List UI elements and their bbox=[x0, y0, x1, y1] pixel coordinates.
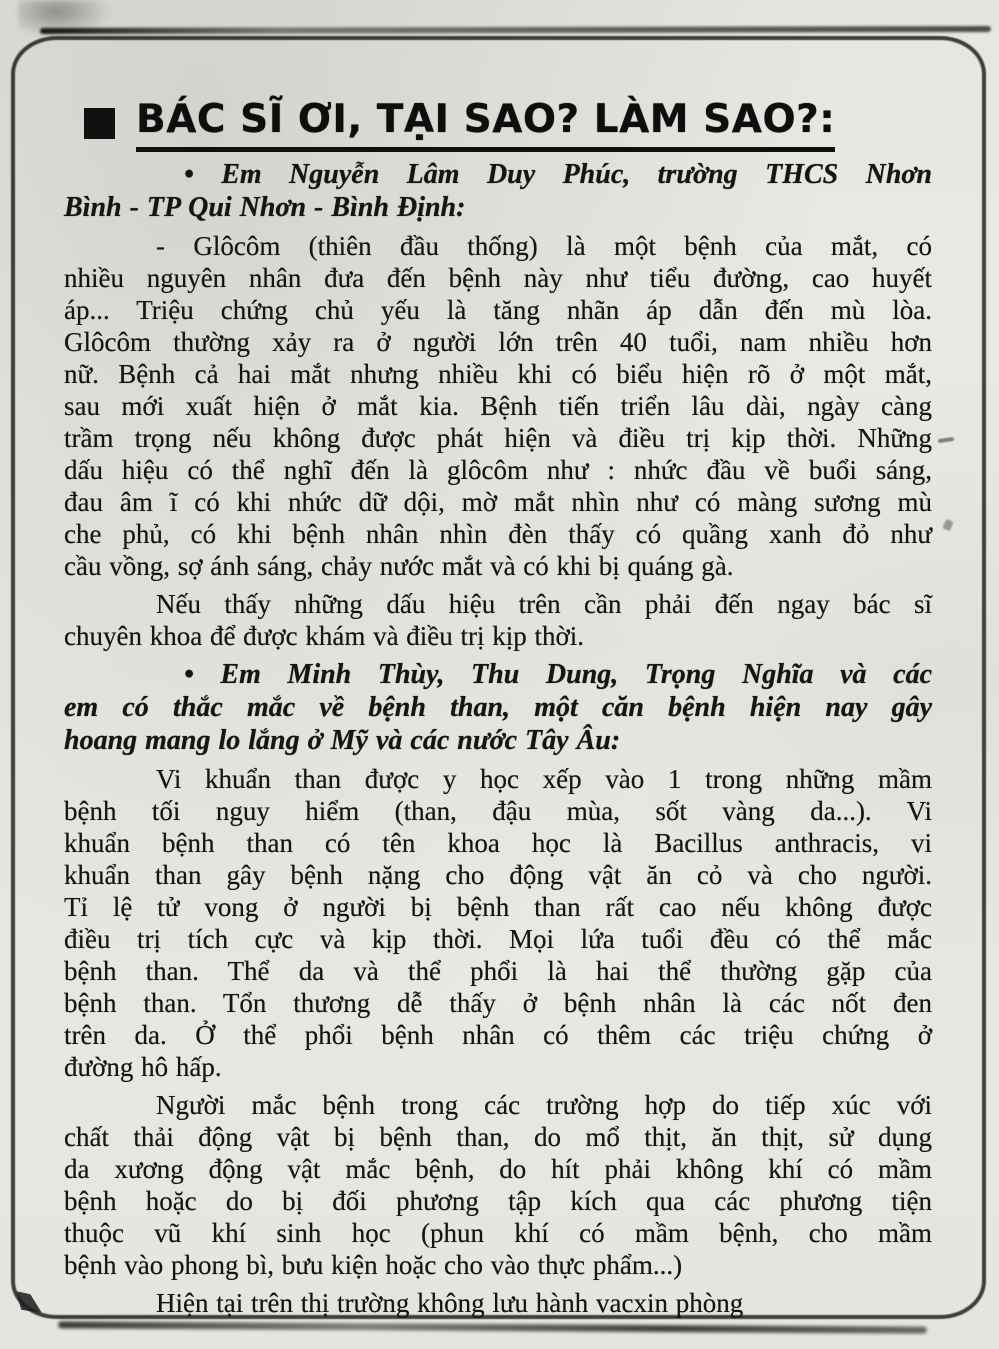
answer-paragraph bbox=[64, 230, 932, 582]
text-line: Bình - TP Qui Nhơn - Bình Định: bbox=[64, 192, 466, 223]
text-line: Tỉ lệ tử vong ở người bị bệnh than rất cao nếu không được bbox=[64, 892, 932, 922]
text-line: hoang mang lo lắng ở Mỹ và các nước Tây Âu: bbox=[64, 725, 621, 756]
answer-paragraph bbox=[64, 763, 932, 1083]
answer-paragraph bbox=[64, 1089, 932, 1281]
text-line: chuyên khoa để được khám và điều trị kịp thời. bbox=[64, 621, 585, 651]
text-line: khuẩn bệnh than có tên khoa học là Bacillus anthracis, vi bbox=[64, 828, 932, 858]
text-line: • Em Minh Thùy, Thu Dung, Trọng Nghĩa và các bbox=[184, 659, 932, 690]
text-line: đau âm ĩ có khi nhức dữ dội, mờ mắt nhìn như có màng sương mù bbox=[64, 487, 932, 517]
text-line: • Em Nguyễn Lâm Duy Phúc, trường THCS Nhơn bbox=[184, 159, 932, 190]
text-line: Nếu thấy những dấu hiệu trên cần phải đến ngay bác sĩ bbox=[156, 589, 932, 619]
text-line: thuộc vũ khí sinh học (phun khí có mầm bệnh, cho mầm bbox=[64, 1218, 932, 1248]
text-line: Glôcôm thường xảy ra ở người lớn trên 40 tuổi, nam nhiều hơn bbox=[64, 327, 932, 357]
text-line: bệnh tối nguy hiểm (than, đậu mùa, sốt vàng da...). Vi bbox=[64, 796, 932, 826]
text-line: bệnh hoặc do bị đối phương tập kích qua các phương tiện bbox=[64, 1186, 932, 1216]
text-line: da xương động vật mắc bệnh, do hít phải không khí có mầm bbox=[64, 1154, 932, 1184]
scan-smudge-bottom-left bbox=[16, 1291, 42, 1313]
text-line: dấu hiệu có thể nghĩ đến là glôcôm như : nhức đầu về buổi sáng, bbox=[64, 455, 932, 485]
heading-underline bbox=[136, 97, 835, 152]
text-line: chất thải động vật bị bệnh than, do mổ thịt, ăn thịt, sử dụng bbox=[64, 1122, 932, 1152]
scan-streak-bottom bbox=[58, 1321, 927, 1333]
text-body bbox=[64, 158, 932, 1319]
text-line: khuẩn than gây bệnh nặng cho động vật ăn cỏ và cho người. bbox=[64, 860, 932, 890]
text-line: trên da. Ở thể phổi bệnh nhân có thêm các triệu chứng ở bbox=[64, 1020, 932, 1050]
page-title: BÁC SĨ ƠI, TẠI SAO? LÀM SAO?: bbox=[136, 97, 836, 142]
column-heading bbox=[84, 97, 936, 152]
reader-question bbox=[64, 158, 932, 224]
text-line: trầm trọng nếu không được phát hiện và điều trị kịp thời. Những bbox=[64, 423, 932, 453]
text-line: đường hô hấp. bbox=[64, 1052, 222, 1082]
scan-speck bbox=[938, 437, 954, 443]
text-line: nữ. Bệnh cả hai mắt nhưng nhiều khi có biểu hiện rõ ở một mắt, bbox=[64, 359, 932, 389]
answer-paragraph bbox=[64, 1287, 932, 1319]
text-line: che phủ, có khi bệnh nhân nhìn đèn thấy có quầng xanh đỏ như bbox=[64, 519, 932, 549]
text-line: cầu vồng, sợ ánh sáng, chảy nước mắt và có khi bị quáng gà. bbox=[64, 551, 734, 581]
text-line: nhiều nguyên nhân đưa đến bệnh này như tiểu đường, cao huyết bbox=[64, 263, 932, 293]
text-line: sau mới xuất hiện ở mắt kia. Bệnh tiến triển lâu dài, ngày càng bbox=[64, 391, 932, 421]
black-square-bullet-icon bbox=[84, 108, 115, 139]
text-line: Người mắc bệnh trong các trường hợp do tiếp xúc với bbox=[156, 1090, 932, 1120]
text-line: Vi khuẩn than được y học xếp vào 1 trong những mầm bbox=[156, 764, 932, 794]
scan-streak-top bbox=[40, 26, 991, 34]
text-line: - Glôcôm (thiên đầu thống) là một bệnh của mắt, có bbox=[156, 231, 932, 261]
text-line: bệnh vào phong bì, bưu kiện hoặc cho vào thực phẩm...) bbox=[64, 1250, 683, 1280]
answer-paragraph bbox=[64, 588, 932, 652]
reader-question bbox=[64, 658, 932, 757]
text-line: bệnh than. Tổn thương dễ thấy ở bệnh nhân là các nốt đen bbox=[64, 988, 932, 1018]
text-line: áp... Triệu chứng chủ yếu là tăng nhãn áp dẫn đến mù lòa. bbox=[64, 295, 932, 325]
text-line: em có thắc mắc về bệnh than, một căn bệnh hiện nay gây bbox=[64, 692, 932, 723]
text-line: bệnh than. Thể da và thể phổi là hai thể thường gặp của bbox=[64, 956, 932, 986]
scan-speck bbox=[942, 519, 953, 531]
text-line: điều trị tích cực và kịp thời. Mọi lứa tuổi đều có thể mắc bbox=[64, 924, 932, 954]
text-line: Hiện tại trên thị trường không lưu hành vacxin phòng bbox=[156, 1288, 744, 1318]
